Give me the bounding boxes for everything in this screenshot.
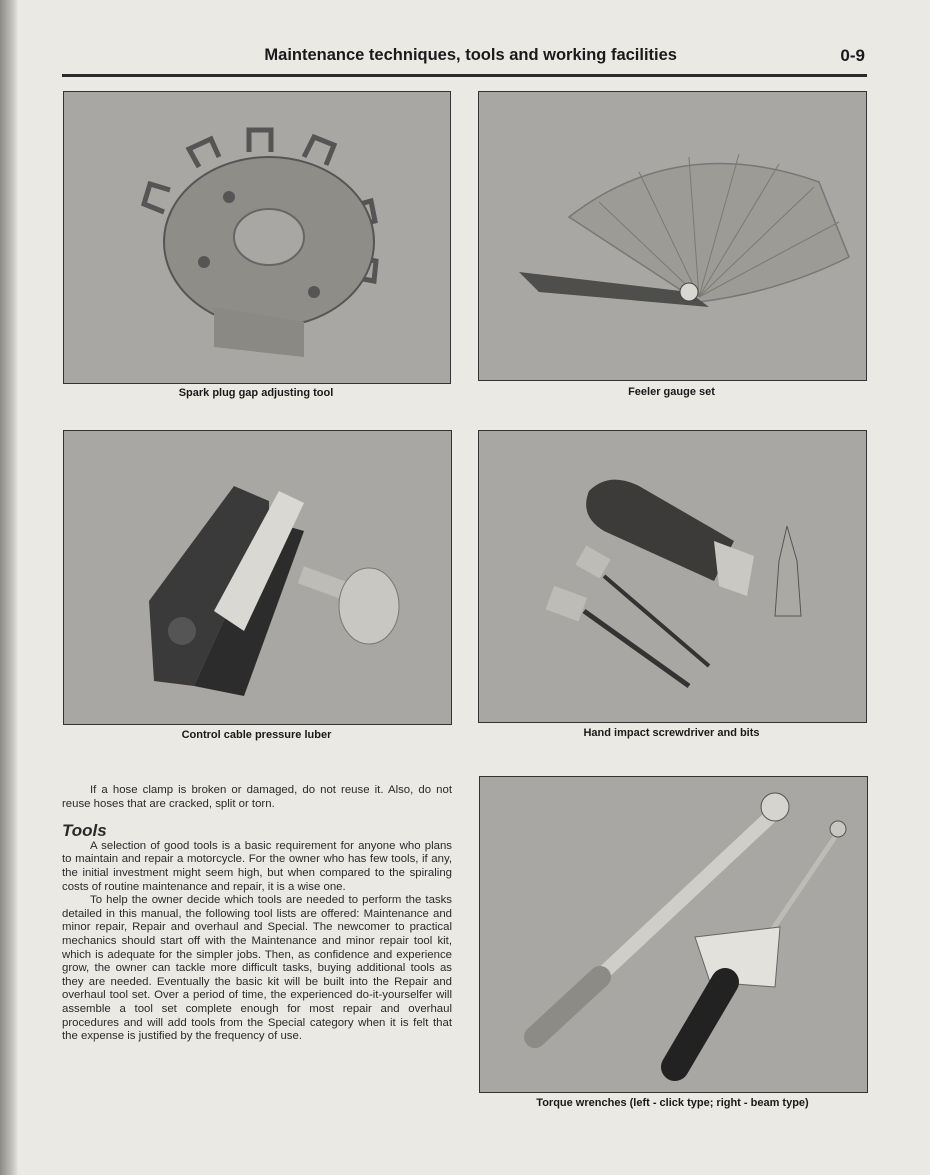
photo-spark-plug-gap-tool (63, 91, 451, 384)
paragraph: To help the owner decide which tools are needed to perform the tasks detailed in this manual, the following tool lists are offered: Maintenance and minor repair, Repair and overhaul and Special. The newcomer to practical mechanics should start off with the Maintenance and minor repair tool kit, which is adequate for the simpler jobs. Then, as confidence and experience grow, the owner can tackle more difficult tasks, buying additional tools as they are needed. Eventually the basic kit will be built into the Repair and overhaul tool set. Over a period of time, the experienced do-it-yourselfer will assemble a tool set complete enough for most repair and overhaul procedures and will add tools from the Special category when it is felt that the expense is justified by the frequency of use. (62, 894, 452, 1043)
page-header (62, 46, 867, 70)
figure-caption: Control cable pressure luber (181, 729, 332, 741)
photo-hand-impact-screwdriver (478, 430, 867, 723)
section-heading-tools: Tools (62, 821, 107, 841)
page-number: 0-9 (840, 46, 865, 65)
paragraph: A selection of good tools is a basic requirement for anyone who plans to maintain and repair a motorcycle. For the owner who has few tools, if any, the initial investment might seem high, but when compared to the spiraling costs of routine maintenance and repair, it is a wise one. (62, 839, 452, 893)
page-title: Maintenance techniques, tools and working facilities (264, 46, 677, 64)
photo-feeler-gauge-set (478, 91, 867, 381)
figure-caption: Spark plug gap adjusting tool (178, 387, 334, 399)
page-binding-shadow (0, 0, 18, 1175)
photo-torque-wrenches (479, 776, 868, 1093)
photo-control-cable-pressure-luber (63, 430, 452, 725)
figure-caption: Torque wrenches (left - click type; right - beam type) (536, 1097, 809, 1109)
header-rule (62, 74, 867, 77)
paragraph: If a hose clamp is broken or damaged, do not reuse it. Also, do not reuse hoses that are cracked, split or torn. (62, 784, 452, 810)
figure-caption: Hand impact screwdriver and bits (583, 727, 760, 739)
figure-caption: Feeler gauge set (628, 386, 715, 398)
body-text (62, 784, 452, 1044)
